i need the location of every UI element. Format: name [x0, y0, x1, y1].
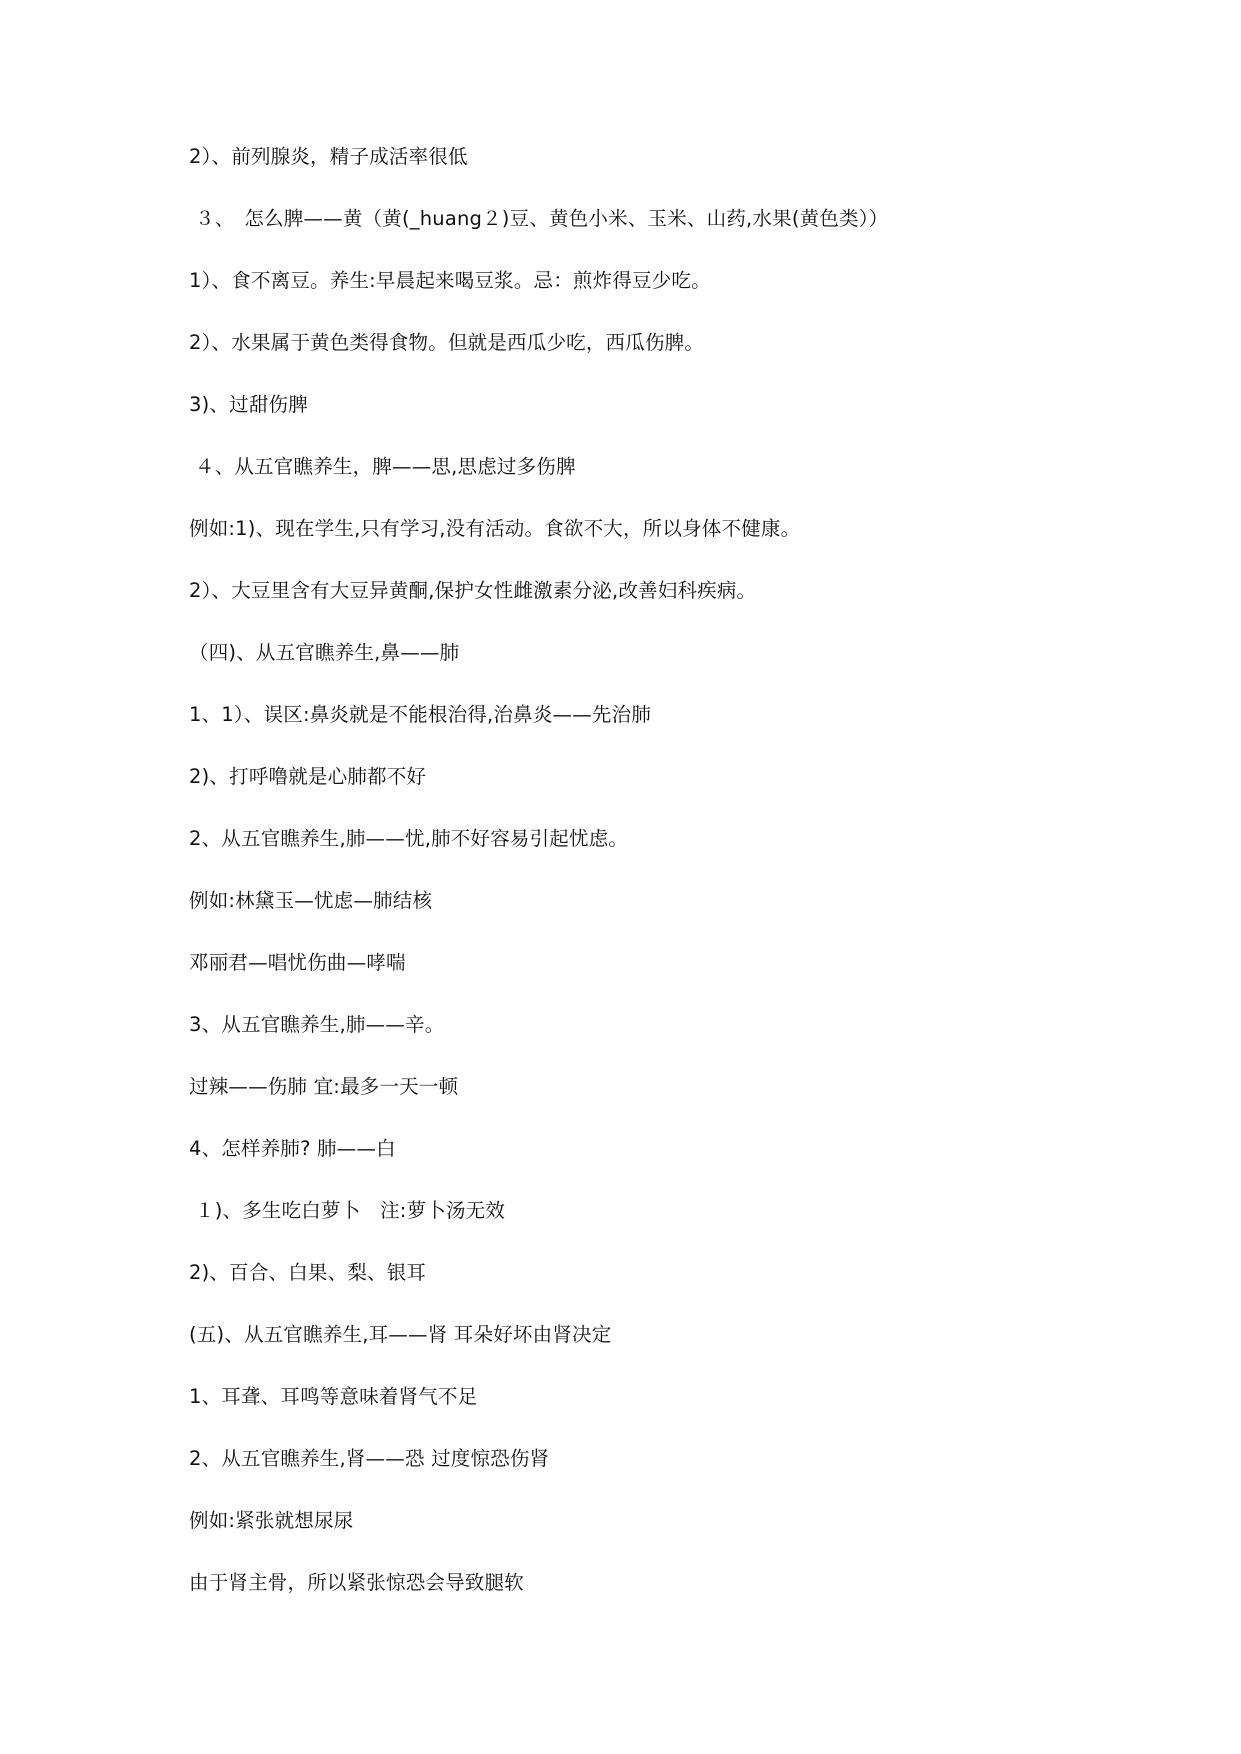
text-line: 1、耳聋、耳鸣等意味着肾气不足 — [189, 1385, 478, 1408]
text-line: 2)、打呼噜就是心肺都不好 — [189, 765, 427, 788]
text-line: 由于肾主骨，所以紧张惊恐会导致腿软 — [189, 1571, 524, 1594]
text-line: (五)、从五官瞧养生,耳——肾 耳朵好坏由肾决定 — [189, 1323, 612, 1346]
text-line: ３、 怎么脾——黄（黄(_huang２)豆、黄色小米、玉米、山药,水果(黄色类）） — [195, 207, 889, 230]
text-line: ４、从五官瞧养生，脾——思,思虑过多伤脾 — [195, 455, 576, 478]
text-line: １)、多生吃白萝卜 注:萝卜汤无效 — [195, 1199, 506, 1222]
text-line: 例如:林黛玉—忧虑—肺结核 — [189, 889, 433, 912]
text-line: 2)、百合、白果、梨、银耳 — [189, 1261, 427, 1284]
text-line: 3、从五官瞧养生,肺——辛。 — [189, 1013, 445, 1036]
text-line: 2、从五官瞧养生,肺——忧,肺不好容易引起忧虑。 — [189, 827, 629, 850]
text-line: （四)、从五官瞧养生,鼻——肺 — [189, 641, 460, 664]
text-line: 例如:紧张就想尿尿 — [189, 1509, 354, 1532]
text-line: 邓丽君—唱忧伤曲—哮喘 — [189, 951, 406, 974]
text-line: 2）、水果属于黄色类得食物。但就是西瓜少吃，西瓜伤脾。 — [189, 331, 705, 354]
text-line: 2）、大豆里含有大豆异黄酮,保护女性雌激素分泌,改善妇科疾病。 — [189, 579, 757, 602]
text-line: 1）、食不离豆。养生:早晨起来喝豆浆。忌：煎炸得豆少吃。 — [189, 269, 711, 292]
document-body — [189, 146, 1149, 1634]
text-line: 3)、过甜伤脾 — [189, 393, 308, 416]
text-line: 2、从五官瞧养生,肾——恐 过度惊恐伤肾 — [189, 1447, 550, 1470]
text-line: 例如:1)、现在学生,只有学习,没有活动。食欲不大，所以身体不健康。 — [189, 517, 801, 540]
text-line: 过辣——伤肺 宜:最多一天一顿 — [189, 1075, 459, 1098]
text-line: 4、怎样养肺? 肺——白 — [189, 1137, 396, 1160]
text-line: 2）、前列腺炎，精子成活率很低 — [189, 145, 468, 168]
text-line: 1、1）、误区:鼻炎就是不能根治得,治鼻炎——先治肺 — [189, 703, 652, 726]
